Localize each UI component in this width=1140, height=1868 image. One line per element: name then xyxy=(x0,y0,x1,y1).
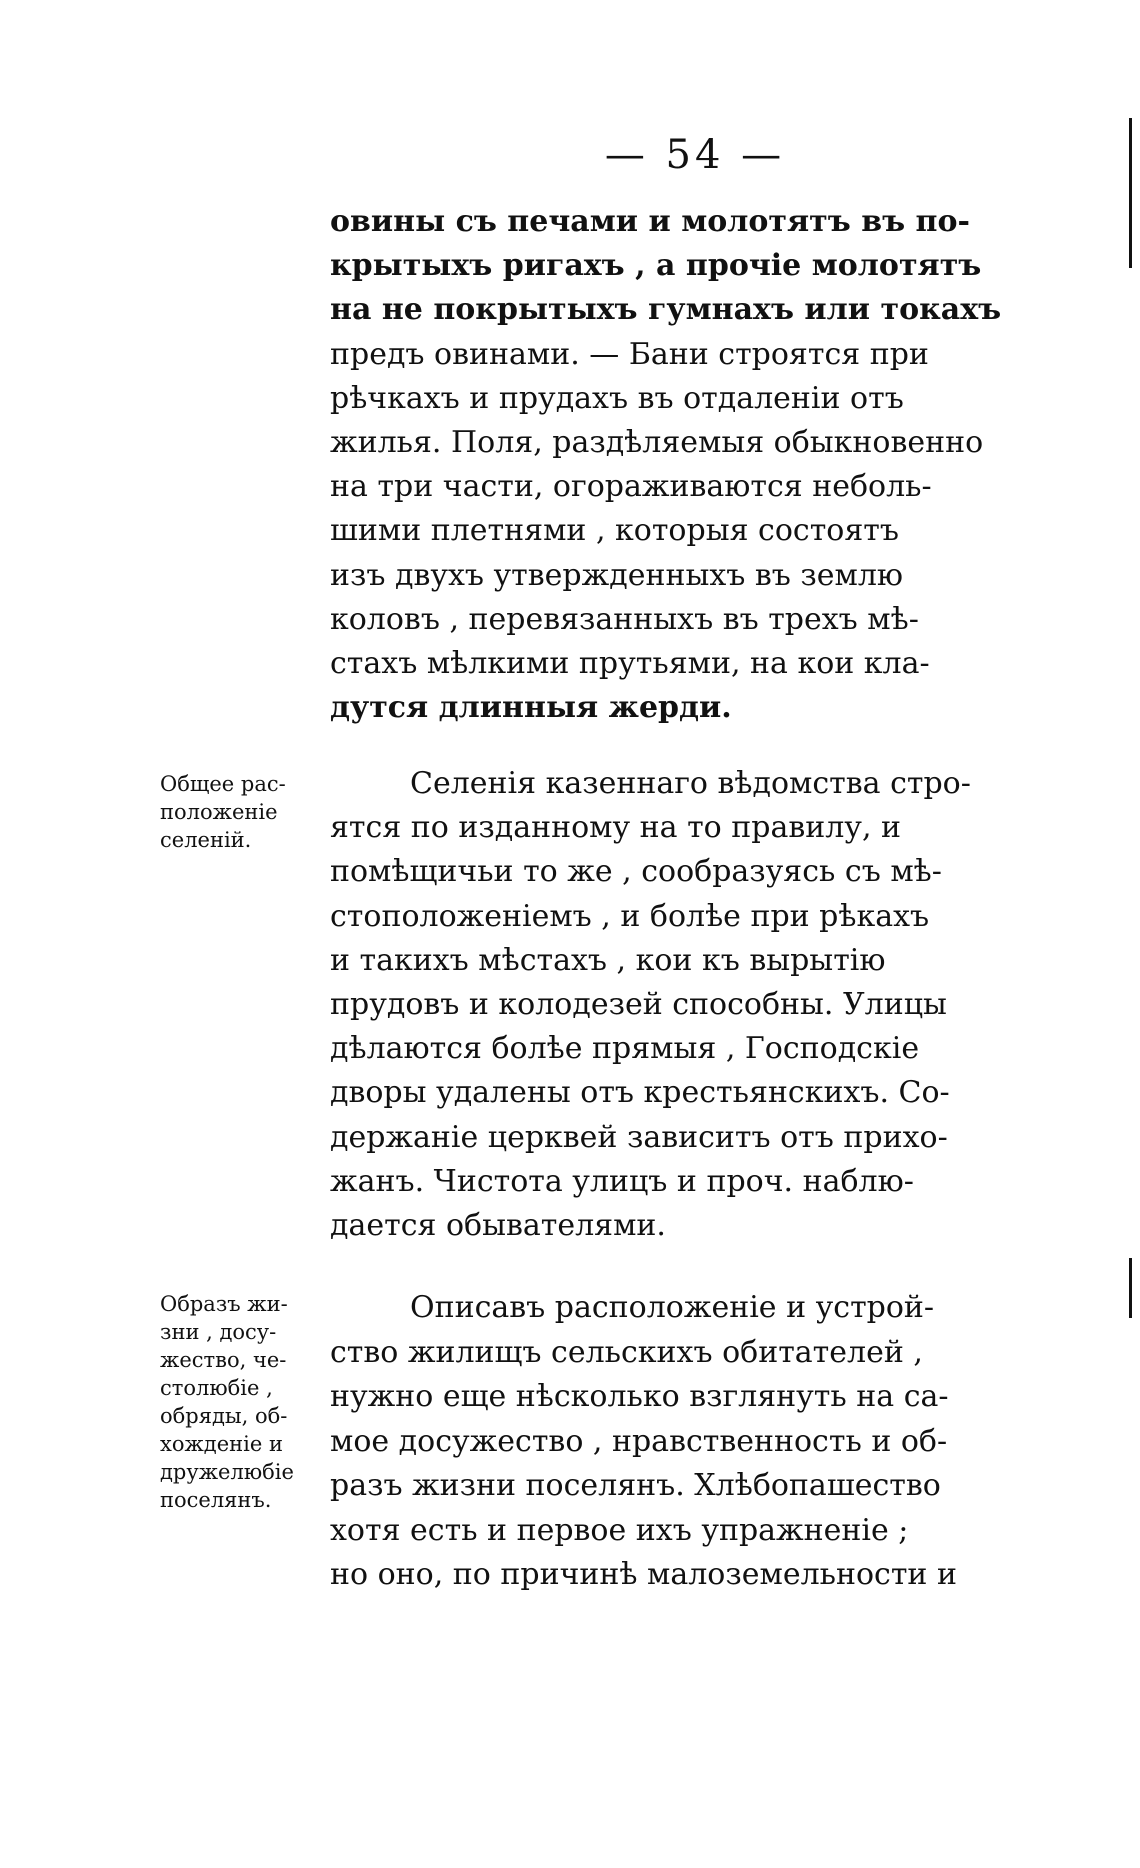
margin-note-line: положеніе xyxy=(160,800,278,824)
text-line: дѣлаются болѣе прямыя , Господскіе xyxy=(330,1031,920,1067)
text-line: ство жилищъ сельскихъ обитателей , xyxy=(330,1334,923,1370)
text-line: коловъ , перевязанныхъ въ трехъ мѣ- xyxy=(330,601,919,637)
text-line: жанъ. Чистота улицъ и проч. наблю- xyxy=(330,1163,914,1199)
paragraph-2 xyxy=(330,762,1050,1248)
text-line: нужно еще нѣсколько взглянуть на са- xyxy=(330,1379,949,1414)
text-line: дается обывателями. xyxy=(330,1207,666,1243)
text-line: на три части, огораживаются неболь- xyxy=(330,469,932,505)
margin-note-way-of-life xyxy=(160,1290,330,1514)
page-edge-rule xyxy=(1129,1258,1132,1318)
margin-note-general-layout xyxy=(160,770,330,854)
page-edge-rule xyxy=(1129,118,1132,268)
margin-note-line: селеній. xyxy=(160,828,252,852)
text-line: дворы удалены отъ крестьянскихъ. Со- xyxy=(330,1075,950,1111)
margin-note-line: дружелюбіе xyxy=(160,1460,294,1484)
text-line: овины съ печами и молотятъ въ по- xyxy=(330,204,970,239)
text-line: дутся длинныя жерди. xyxy=(330,690,732,726)
margin-note-line: столюбіе , xyxy=(160,1376,273,1400)
margin-note-line: Образъ жи- xyxy=(160,1292,288,1316)
text-line: стоположеніемъ , и болѣе при рѣкахъ xyxy=(330,898,930,934)
margin-note-line: жество, че- xyxy=(160,1348,287,1372)
text-line: и такихъ мѣстахъ , кои къ вырытію xyxy=(330,942,886,978)
text-line: но оно, по причинѣ малоземельности и xyxy=(330,1557,957,1592)
margin-note-line: хожденіе и xyxy=(160,1432,283,1456)
text-line: предъ овинами. — Бани строятся при xyxy=(330,336,929,372)
text-line: стахъ мѣлкими прутьями, на кои кла- xyxy=(330,645,930,681)
margin-note-line: поселянъ. xyxy=(160,1488,272,1512)
text-line: помѣщичьи то же , сообразуясь съ мѣ- xyxy=(330,854,942,890)
text-line: шими плетнями , которыя состоятъ xyxy=(330,513,899,549)
text-line: прудовъ и колодезей способны. Улицы xyxy=(330,986,947,1022)
margin-note-line: Общее рас- xyxy=(160,772,286,796)
text-line: Селенія казеннаго вѣдомства стро- xyxy=(410,766,971,801)
text-line: разъ жизни поселянъ. Хлѣбопашество xyxy=(330,1468,941,1503)
text-line: изъ двухъ утвержденныхъ въ землю xyxy=(330,557,904,593)
text-line: на не покрытыхъ гумнахъ или токахъ xyxy=(330,292,1002,328)
text-line: мое досужество , нравственность и об- xyxy=(330,1423,948,1459)
text-line: держаніе церквей зависитъ отъ прихо- xyxy=(330,1119,948,1155)
paragraph-1 xyxy=(330,200,1050,730)
text-line: Описавъ расположеніе и устрой- xyxy=(410,1290,935,1325)
page-number: — 54 — xyxy=(604,132,786,178)
paragraph-3 xyxy=(330,1286,1050,1598)
margin-note-line: обряды, об- xyxy=(160,1404,288,1428)
text-line: крытыхъ ригахъ , а прочіе молотятъ xyxy=(330,248,982,284)
margin-note-line: зни , досу- xyxy=(160,1320,277,1344)
text-line: жилья. Поля, раздѣляемыя обыкновенно xyxy=(330,424,984,460)
text-line: ятся по изданному на то правилу, и xyxy=(330,810,902,846)
text-line: рѣчкахъ и прудахъ въ отдаленіи отъ xyxy=(330,380,904,416)
text-line: хотя есть и первое ихъ упражненіе ; xyxy=(330,1512,909,1548)
